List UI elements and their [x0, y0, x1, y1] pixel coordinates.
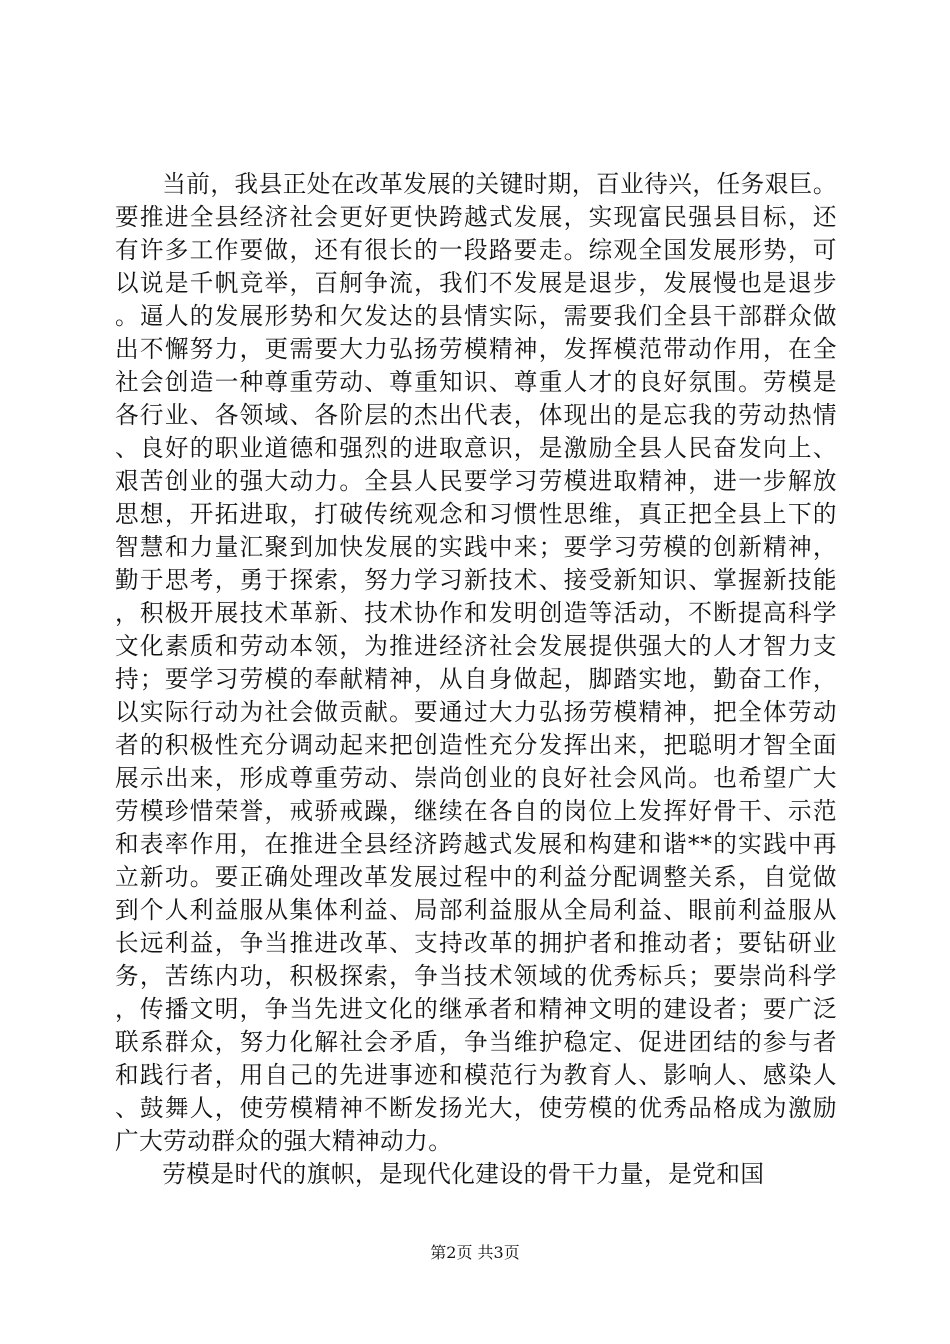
body-paragraph: 当前，我县正处在改革发展的关键时期，百业待兴，任务艰巨。要推进全县经济社会更好更快跨越式发展，实现富民强县目标，还有许多工作要做，还有很长的一段路要走。综观全国发展形势，可以说是千帆竞举，百舸争流，我们不发展是退步，发展慢也是退步。逼人的发展形势和欠发达的县情实际，需要我们全县干部群众做出不懈努力，更需要大力弘扬劳模精神，发挥模范带动作用，在全社会创造一种尊重劳动、尊重知识、尊重人才的良好氛围。劳模是各行业、各领域、各阶层的杰出代表，体现出的是忘我的劳动热情、良好的职业道德和强烈的进取意识，是激励全县人民奋发向上、艰苦创业的强大动力。全县人民要学习劳模进取精神，进一步解放思想，开拓进取，打破传统观念和习惯性思维，真正把全县上下的智慧和力量汇聚到加快发展的实践中来；要学习劳模的创新精神，勤于思考，勇于探索，努力学习新技术、接受新知识、掌握新技能，积极开展技术革新、技术协作和发明创造等活动，不断提高科学文化素质和劳动本领，为推进经济社会发展提供强大的人才智力支持；要学习劳模的奉献精神，从自身做起，脚踏实地，勤奋工作，以实际行动为社会做贡献。要通过大力弘扬劳模精神，把全体劳动者的积极性充分调动起来把创造性充分发挥出来，把聪明才智全面展示出来，形成尊重劳动、崇尚创业的良好社会风尚。也希望广大劳模珍惜荣誉，戒骄戒躁，继续在各自的岗位上发挥好骨干、示范和表率作用，在推进全县经济跨越式发展和构建和谐**的实践中再立新功。要正确处理改革发展过程中的利益分配调整关系，自觉做到个人利益服从集体利益、局部利益服从全局利益、眼前利益服从长远利益，争当推进改革、支持改革的拥护者和推动者；要钻研业务，苦练内功，积极探索，争当技术领域的优秀标兵；要崇尚科学，传播文明，争当先进文化的继承者和精神文明的建设者；要广泛联系群众，努力化解社会矛盾，争当维护稳定、促进团结的参与者和践行者，用自己的先进事迹和模范行为教育人、影响人、感染人、鼓舞人，使劳模精神不断发扬光大，使劳模的优秀品格成为激励广大劳动群众的强大精神动力。	[115, 170, 837, 1155]
page-footer: 第2页 共3页	[430, 1243, 520, 1262]
body-paragraph: 劳模是时代的旗帜，是现代化建设的骨干力量，是党和国	[162, 1160, 765, 1188]
document-body	[115, 168, 837, 1191]
